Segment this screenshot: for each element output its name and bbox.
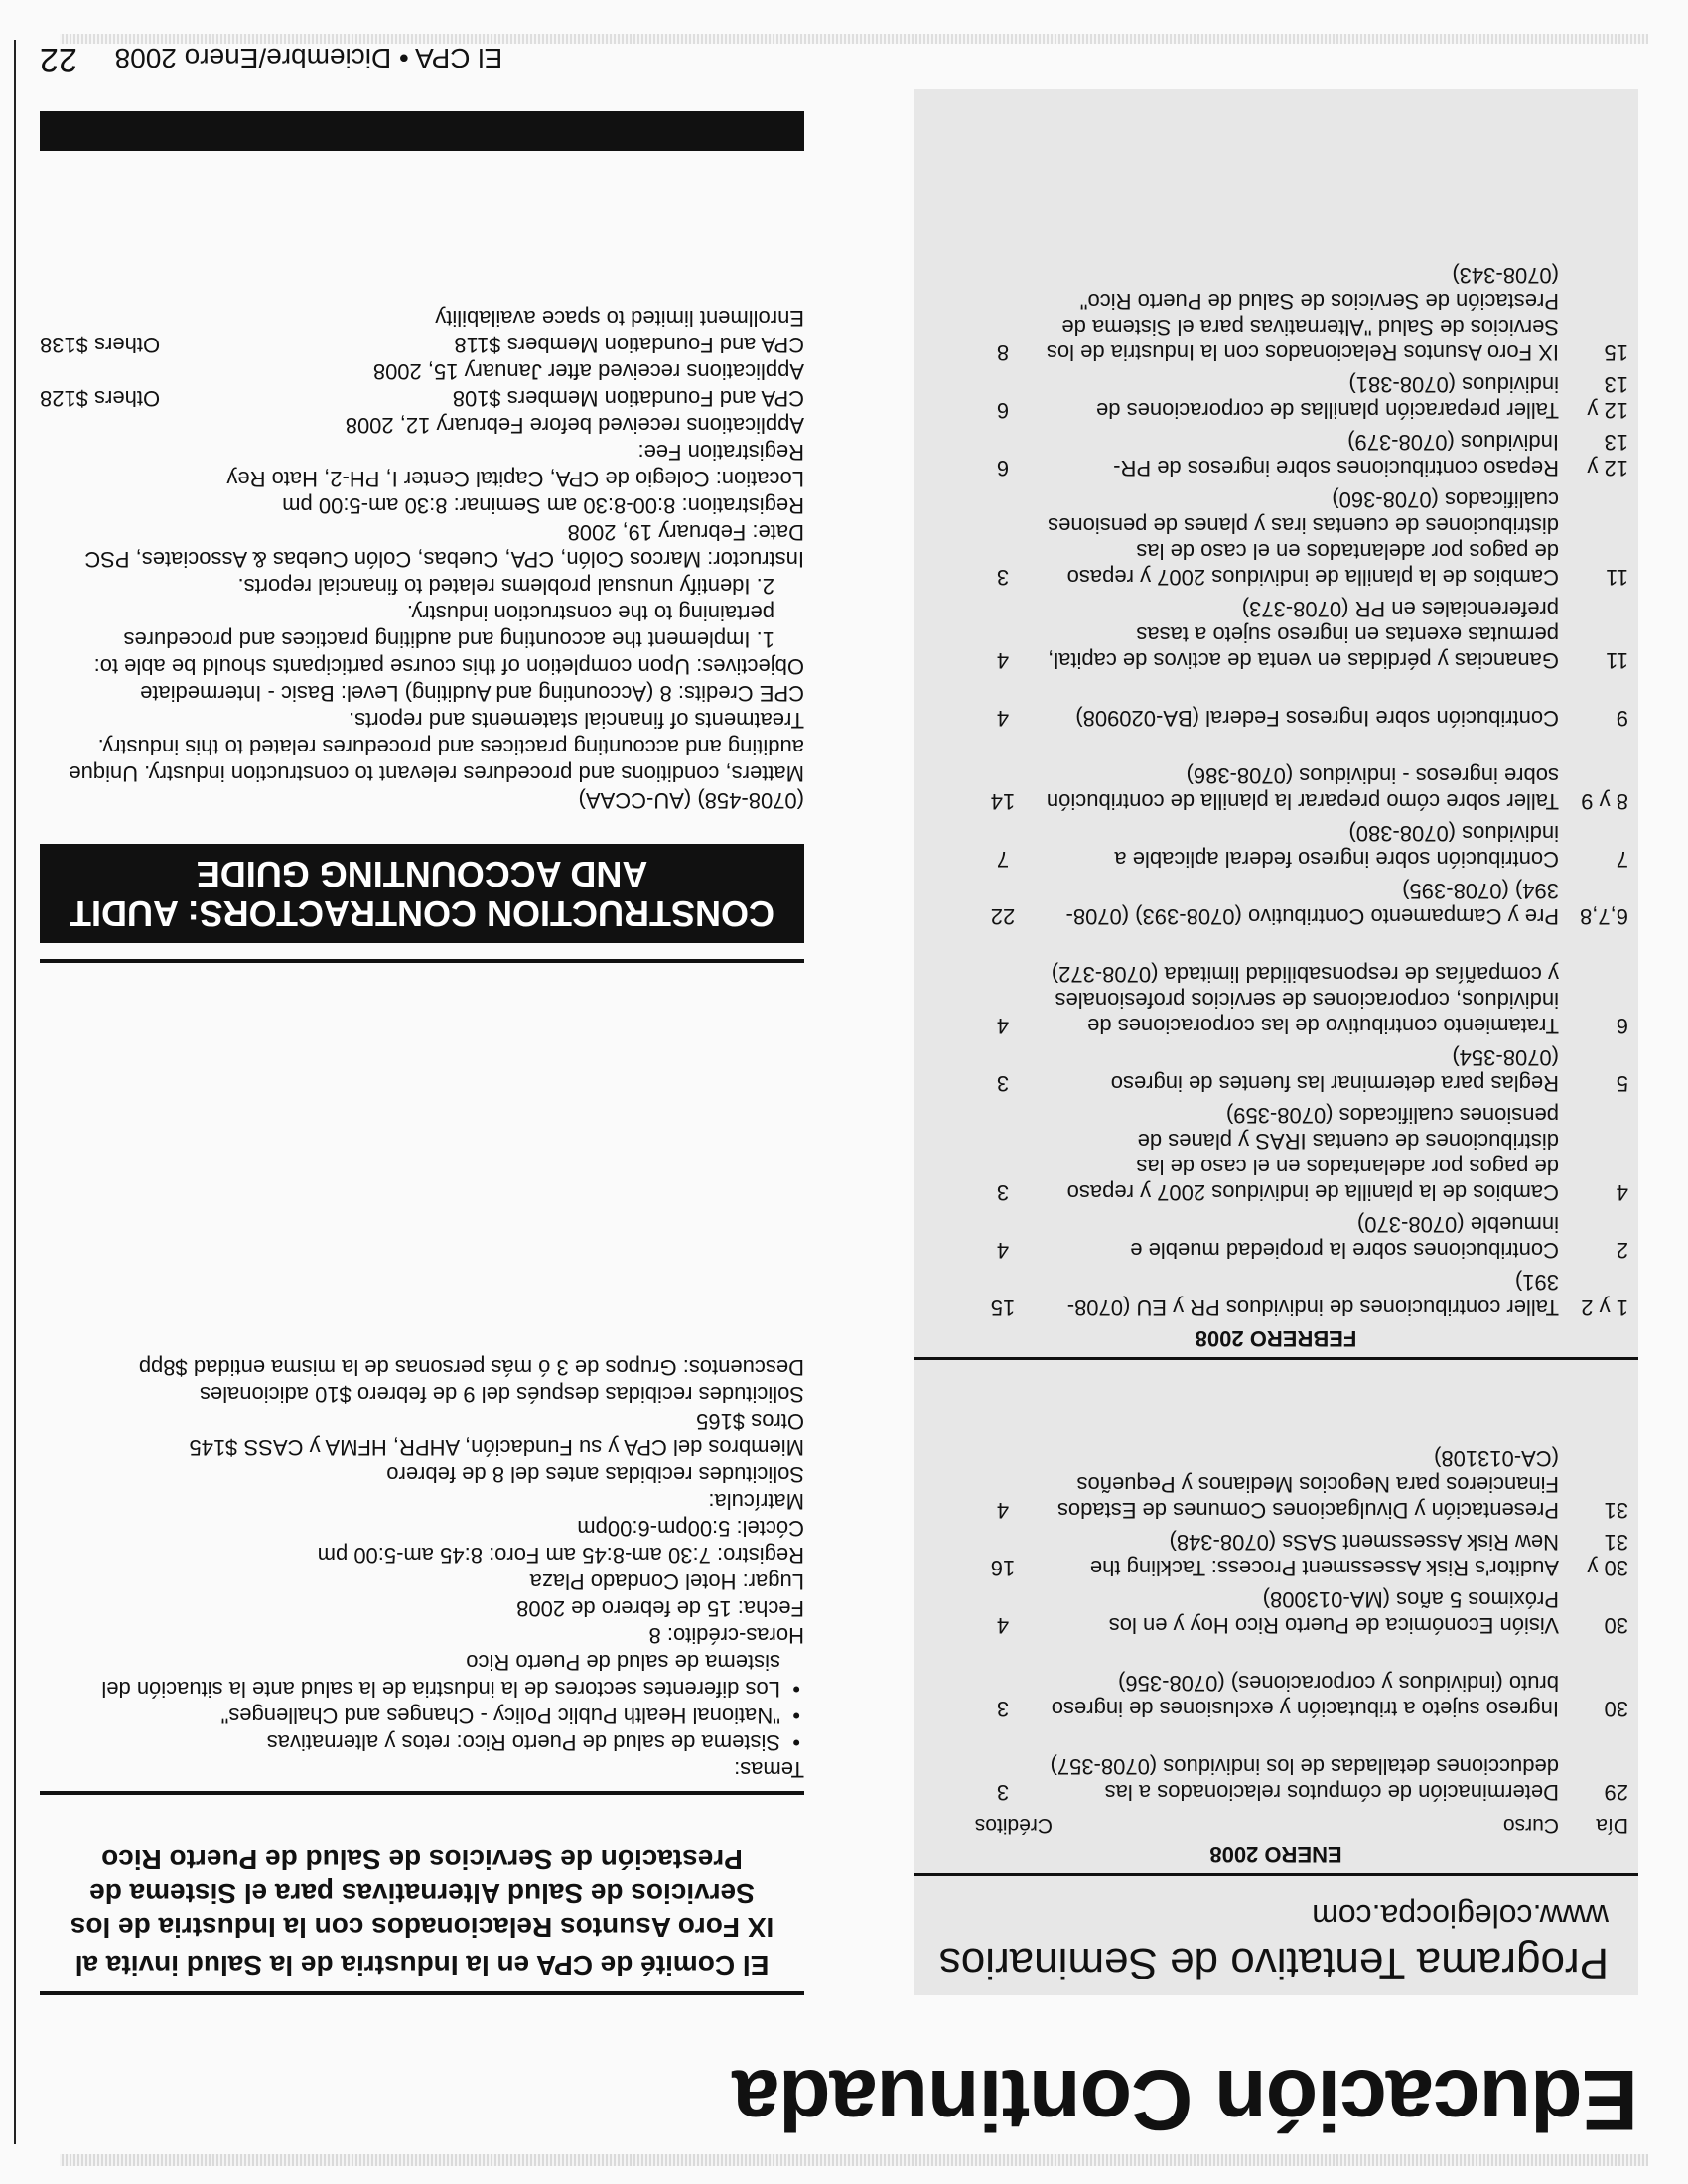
seminar-day: 30 bbox=[1604, 1613, 1628, 1638]
fee-before: Applications received before February 12, 2008 bbox=[345, 413, 804, 438]
seminar-credits: 8 bbox=[996, 341, 1010, 365]
divider bbox=[40, 1791, 804, 1795]
construction-banner: CONSTRUCTION CONTRACTORS: AUDIT AND ACCOUNTING GUIDE bbox=[40, 844, 804, 943]
seminar-course: Taller preparación planillas de corporaciones de individuos (0708-381) bbox=[1096, 372, 1559, 423]
seminar-day: 30 bbox=[1604, 1697, 1628, 1721]
seminar-day: 29 bbox=[1604, 1780, 1628, 1805]
seminar-course: Reglas para determinar las fuentes de ingreso (0708-354) bbox=[1110, 1045, 1559, 1096]
seminar-credits: 4 bbox=[996, 1498, 1010, 1523]
seminar-credits: 7 bbox=[996, 847, 1010, 872]
objectives: Objectives: Upon completion of this course participants should be able to: bbox=[93, 654, 804, 679]
seminar-course: Cambios de la planilla de individuos 2007 y repaso de pagos por adelantados en el caso de las distribuciones de cuentas IRAS y planes de pensiones cualificados (0708-359) bbox=[1066, 1103, 1559, 1205]
enrollment-note: Enrollment limited to space availability bbox=[435, 306, 804, 331]
seminar-course: Presentación y Divulgaciones Comunes de Estados Financieros para Negocios Medianos y Pequeños (CA-013108) bbox=[1056, 1446, 1559, 1523]
seminar-course: Tratamiento contributivo de las corporaciones de individuos, corporaciones de servicios profesionales y compañías de responsabilidad limitada (0708-372) bbox=[1051, 962, 1559, 1038]
seminar-credits: 3 bbox=[996, 565, 1010, 590]
right-margin-rule bbox=[14, 40, 16, 2144]
seminar-credits: 16 bbox=[990, 1556, 1016, 1580]
seminar-credits: 4 bbox=[996, 1238, 1010, 1263]
forum-detail: Miembros del CPA y su Fundación, AHPR, HFMA y CASS $145 bbox=[189, 1435, 804, 1460]
forum-detail: Matrícula: bbox=[708, 1489, 804, 1514]
seminar-day: 6 bbox=[1616, 1014, 1628, 1038]
forum-detail: Horas-crédito: 8 bbox=[648, 1623, 804, 1648]
seminar-credits: 3 bbox=[996, 1180, 1010, 1205]
forum-title: IX Foro Asuntos Relacionados con la Industria de los Servicios de Salud Alternativas para el Sistema de Prestación de Servicios de Salud de Puerto Rico bbox=[70, 1844, 774, 1943]
seminar-day: 15 bbox=[1604, 341, 1628, 365]
objective-item: 1. Implement the accounting and auditing practices and procedures pertaining to the construction industry. bbox=[123, 601, 774, 652]
instructor: Instructor: Marcos Colón, CPA, Cuebas, Colón Cuebas & Associates, PSC bbox=[84, 547, 804, 572]
seminar-course: Pre y Campamento Contributivo (0708-393) (0708-394) (0708-395) bbox=[1065, 879, 1559, 929]
seminar-course: Cambios de la planilla de individuos 2007 y repaso de pagos por adelantados en el caso de las distribuciones de cuentas iras y planes de pensiones cualificados (0708-360) bbox=[1048, 487, 1559, 590]
seminar-course: Ingreso sujeto a tributación y exclusiones de ingreso bruto (individuos y corporaciones) (0708-356) bbox=[1051, 1671, 1559, 1721]
seminar-schedule bbox=[914, 89, 1638, 1995]
forum-topics bbox=[40, 1354, 804, 1783]
seminar-credits: 3 bbox=[996, 1697, 1010, 1721]
seminar-day: 4 bbox=[1616, 1180, 1628, 1205]
seminar-day: 8 y 9 bbox=[1581, 789, 1628, 814]
seminar-day: 9 bbox=[1616, 706, 1628, 731]
seminar-day: 12 y 13 bbox=[1587, 372, 1628, 423]
month-heading: ENERO 2008 bbox=[914, 1842, 1638, 1876]
forum-detail: Lugar: Hotel Condado Plaza bbox=[529, 1570, 804, 1594]
top-border bbox=[60, 2154, 1648, 2166]
fee-others: Others $138 bbox=[40, 333, 161, 357]
topics-label: Temas: bbox=[734, 1757, 804, 1782]
main-title: Educación Continuada bbox=[733, 2052, 1638, 2147]
fee-others: Others $128 bbox=[40, 386, 161, 411]
course-description: Matters, conditions and procedures relevant to construction industry. Unique auditing and accounting practices and procedures related to this industry. Treatments of financial statements and reports. bbox=[69, 708, 804, 786]
seminar-credits: 15 bbox=[990, 1296, 1016, 1320]
forum-detail: Cóctel: 5:00pm-6:00pm bbox=[577, 1516, 804, 1541]
publication: El CPA • Diciembre/Enero 2008 bbox=[114, 43, 503, 73]
seminar-course: Determinación de cómputos relacionados a las deducciones detalladas de los individuos (0708-357) bbox=[1050, 1754, 1559, 1805]
header-credits: Créditos bbox=[974, 1814, 1053, 1837]
fee-before-prices bbox=[40, 385, 804, 412]
seminar-course: Ganancias y pérdidas en venta de activos de capital, permutas exentas en ingreso sujeto a tasas preferenciales en PR (0708-373) bbox=[1048, 597, 1559, 673]
topic-item: • Los diferentes sectores de la industria de la salud ante la situación del sistema de salud de Puerto Rico bbox=[40, 1649, 804, 1703]
seminar-course: Contribuciones sobre la propiedad mueble e inmueble (0708-370) bbox=[1130, 1212, 1559, 1263]
fee-after-prices bbox=[40, 332, 804, 358]
forum-detail: Solicitudes recibidas antes del 8 de febrero bbox=[386, 1462, 804, 1487]
bottom-black-bar bbox=[40, 111, 804, 151]
schedule-url[interactable]: www.colegiocpa.com bbox=[1312, 1898, 1609, 1934]
fee-label: Registration Fee: bbox=[637, 440, 804, 465]
course-date: Date: February 19, 2008 bbox=[567, 520, 804, 545]
events-column bbox=[40, 89, 804, 1995]
header-day: Día bbox=[1596, 1814, 1628, 1837]
seminar-course: Repaso contribuciones sobre ingresos de PR-Individuos (0708-379) bbox=[1113, 430, 1559, 480]
seminar-day: 30 y 31 bbox=[1587, 1530, 1628, 1580]
seminar-credits: 3 bbox=[996, 1780, 1010, 1805]
seminar-day: 31 bbox=[1604, 1498, 1628, 1523]
seminar-day: 2 bbox=[1616, 1238, 1628, 1263]
forum-detail: Registro: 7:30 am-8:45 am Foro: 8:45 am-5:00 pm bbox=[317, 1543, 804, 1568]
seminar-credits: 4 bbox=[996, 648, 1010, 673]
objective-item: 2. Identify unusual problems related to financial reports. bbox=[237, 574, 774, 599]
registration-time: Registration: 8:00-8:30 am Seminar: 8:30 am-5:00 pm bbox=[282, 493, 804, 518]
topic-item: • "National Health Public Policy - Changes and Challenges" bbox=[40, 1703, 804, 1729]
course-location: Location: Colegio de CPA, Capital Center I, PH-2, Hato Rey bbox=[226, 467, 804, 491]
seminar-credits: 4 bbox=[996, 706, 1010, 731]
seminar-day: 5 bbox=[1616, 1071, 1628, 1096]
seminar-credits: 4 bbox=[996, 1613, 1010, 1638]
seminar-credits: 22 bbox=[990, 904, 1016, 929]
divider bbox=[40, 959, 804, 963]
fee-members: CPA and Foundation Members $118 bbox=[454, 333, 804, 357]
seminar-credits: 6 bbox=[996, 398, 1010, 423]
topic-item: • Sistema de salud de Puerto Rico: retos y alternativas bbox=[40, 1729, 804, 1756]
page-number: 22 bbox=[40, 41, 77, 78]
seminar-course: Contribución sobre Ingresos Federal (BA-020908) bbox=[1075, 706, 1559, 731]
seminar-day: 11 bbox=[1606, 565, 1628, 590]
seminar-credits: 4 bbox=[996, 1014, 1010, 1038]
seminar-course: Contribución sobre ingreso federal aplicable a individuos (0708-380) bbox=[1114, 821, 1559, 872]
forum-detail: Descuentos: Grupos de 3 ó más personas de la misma entidad $8pp bbox=[138, 1355, 804, 1380]
schedule-title: Programa Tentativo de Seminarios bbox=[938, 1939, 1609, 1987]
seminar-day: 1 y 2 bbox=[1581, 1296, 1628, 1320]
construction-details bbox=[40, 305, 804, 814]
course-code: (0708-458) (AU-CCAA) bbox=[578, 788, 804, 813]
seminar-course: Taller sobre cómo preparar la planilla de contribución sobre ingresos - individuos (0708-386) bbox=[1046, 763, 1559, 814]
seminar-credits: 6 bbox=[996, 456, 1010, 480]
fee-members: CPA and Foundation Members $108 bbox=[452, 386, 804, 411]
forum-detail: Fecha: 15 de febrero de 2008 bbox=[516, 1596, 804, 1621]
seminar-credits: 3 bbox=[996, 1071, 1010, 1096]
forum-intro: El Comité de CPA en la Industria de la Salud invita al bbox=[74, 1950, 770, 1980]
seminar-day: 6,7,8 bbox=[1580, 904, 1628, 929]
seminar-credits: 14 bbox=[990, 789, 1016, 814]
forum-detail: Solicitudes recibidas después del 9 de febrero $10 adicionales bbox=[199, 1382, 804, 1407]
fee-after: Applications received after January 15, 2008 bbox=[372, 359, 804, 384]
header-course: Curso bbox=[1502, 1814, 1559, 1837]
seminar-course: Auditor's Risk Assessment Process: Tackling the New Risk Assessment SASs (0708-348) bbox=[1089, 1530, 1559, 1580]
month-heading: FEBRERO 2008 bbox=[914, 1325, 1638, 1360]
page-footer bbox=[40, 40, 502, 78]
seminar-day: 12 y 13 bbox=[1587, 430, 1628, 480]
forum-detail: Otros $165 bbox=[696, 1409, 804, 1433]
seminar-day: 7 bbox=[1616, 847, 1628, 872]
cpe-credits: CPE Credits: 8 (Accounting and Auditing) Level: Basic - Intermediate bbox=[140, 681, 804, 706]
seminar-day: 11 bbox=[1606, 648, 1628, 673]
seminar-course: IX Foro Asuntos Relacionados con la Industria de los Servicios de Salud "Alternativas para el Sistema de Prestación de Servicios de Salud de Puerto Rico" (0708-343) bbox=[1046, 263, 1559, 365]
seminar-course: Visión Económica de Puerto Rico Hoy y en los Próximos 5 años (MA-013008) bbox=[1108, 1587, 1559, 1638]
divider bbox=[40, 1991, 804, 1995]
seminar-course: Taller contribuciones de individuos PR y EU (0708-391) bbox=[1066, 1270, 1559, 1320]
